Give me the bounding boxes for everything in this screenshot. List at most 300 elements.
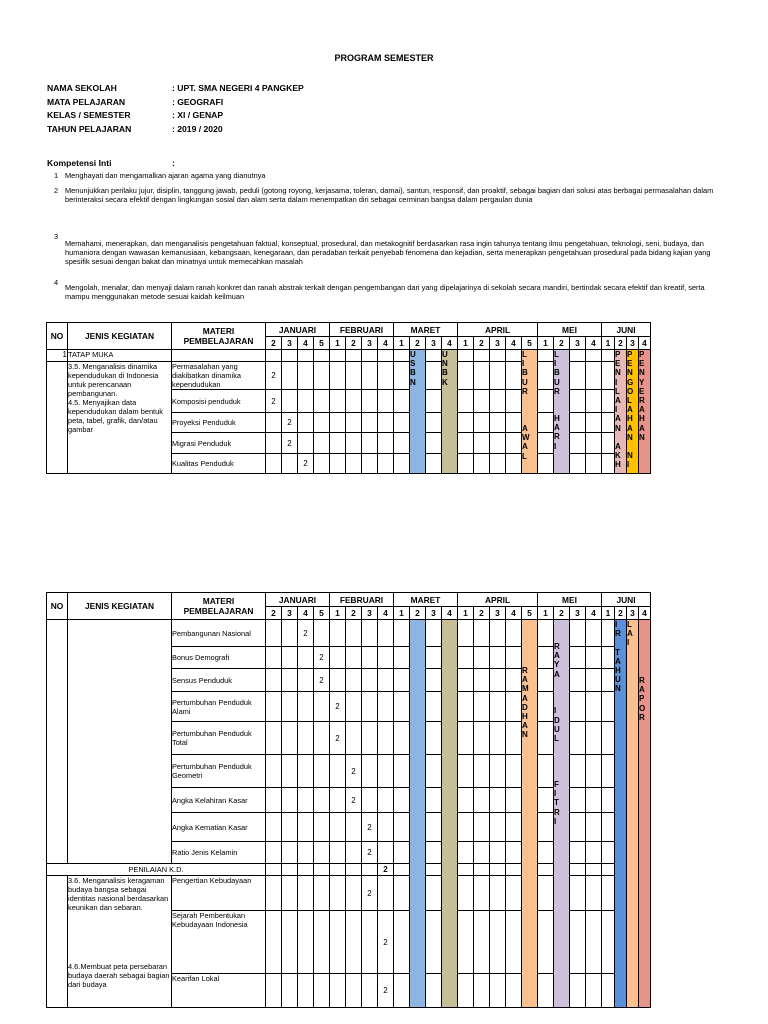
week-cell — [298, 413, 314, 433]
week-cell — [394, 911, 410, 974]
week-cell — [490, 974, 506, 1008]
col-header-jenis: JENIS KEGIATAN — [68, 323, 172, 350]
week-cell — [266, 669, 282, 692]
week-cell — [362, 864, 378, 876]
week-cell — [458, 413, 474, 433]
week-cell — [314, 390, 330, 413]
week-cell — [314, 876, 330, 911]
week-cell — [314, 692, 330, 722]
week-cell — [570, 692, 586, 722]
week-header: 5 — [522, 337, 538, 350]
week-cell — [602, 692, 615, 722]
kd-description: 3.5. Menganalisis dinamika kependudukan di Indonesia untuk perencanaan pembangunan. 4.5. Menyajikan data kependudukan dalam bentuk peta, tabel, grafik, dan/atau gambar — [68, 362, 172, 474]
month-header: APRIL — [458, 323, 538, 337]
week-cell — [362, 362, 378, 390]
week-cell — [314, 433, 330, 454]
table-row — [47, 350, 651, 362]
week-value: 2 — [362, 842, 378, 864]
week-cell — [458, 669, 474, 692]
program-table-2 — [46, 592, 651, 1008]
week-cell — [426, 350, 442, 362]
week-cell — [426, 755, 442, 788]
week-header: 1 — [538, 337, 554, 350]
week-cell — [474, 620, 490, 647]
week-cell — [266, 911, 282, 974]
week-cell — [570, 813, 586, 842]
week-cell — [426, 864, 442, 876]
week-cell — [586, 454, 602, 474]
week-cell — [394, 722, 410, 755]
week-cell — [330, 362, 346, 390]
week-cell — [474, 413, 490, 433]
week-cell — [570, 350, 586, 362]
week-cell — [378, 350, 394, 362]
week-cell — [282, 362, 298, 390]
tan-col — [442, 620, 458, 1008]
row-number — [47, 620, 68, 864]
week-cell — [586, 813, 602, 842]
week-cell — [586, 350, 602, 362]
week-header: 4 — [586, 337, 602, 350]
week-cell — [490, 788, 506, 813]
week-cell — [506, 974, 522, 1008]
week-cell — [346, 350, 362, 362]
week-cell — [426, 390, 442, 413]
week-cell — [458, 813, 474, 842]
week-cell — [362, 350, 378, 362]
week-cell — [266, 974, 282, 1008]
week-cell — [298, 974, 314, 1008]
week-cell — [602, 864, 615, 876]
table-row — [47, 620, 651, 647]
week-cell — [346, 669, 362, 692]
week-cell — [266, 647, 282, 669]
week-header: 3 — [570, 607, 586, 620]
week-cell — [266, 413, 282, 433]
week-cell — [314, 362, 330, 390]
week-header: 5 — [522, 607, 538, 620]
week-cell — [378, 413, 394, 433]
week-cell — [378, 692, 394, 722]
week-cell — [538, 362, 554, 390]
week-cell — [298, 692, 314, 722]
week-cell — [362, 911, 378, 974]
week-cell — [426, 669, 442, 692]
week-cell — [602, 350, 615, 362]
week-cell — [602, 876, 615, 911]
week-cell — [538, 864, 554, 876]
week-cell — [426, 433, 442, 454]
week-cell — [346, 454, 362, 474]
week-cell — [378, 433, 394, 454]
week-cell — [602, 722, 615, 755]
week-cell — [458, 433, 474, 454]
materi-cell: Migrasi Penduduk — [172, 433, 266, 454]
week-cell — [362, 620, 378, 647]
materi-cell: Sejarah Pembentukan Kebudayaan Indonesia — [172, 911, 266, 974]
materi-cell: Proyeksi Penduduk — [172, 413, 266, 433]
week-cell — [362, 788, 378, 813]
week-cell — [506, 813, 522, 842]
week-cell — [378, 454, 394, 474]
week-cell — [538, 722, 554, 755]
week-cell — [570, 876, 586, 911]
week-cell — [266, 350, 282, 362]
week-cell — [298, 669, 314, 692]
week-cell — [570, 788, 586, 813]
week-cell — [490, 692, 506, 722]
week-header: 3 — [627, 337, 639, 350]
materi-cell: Sensus Penduduk — [172, 669, 266, 692]
libur-awal-label — [522, 350, 538, 474]
week-cell — [346, 647, 362, 669]
week-cell — [570, 413, 586, 433]
week-cell — [474, 755, 490, 788]
week-cell — [314, 350, 330, 362]
materi-cell — [172, 350, 266, 362]
week-cell — [506, 842, 522, 864]
week-cell — [282, 669, 298, 692]
week-cell — [282, 692, 298, 722]
week-cell — [506, 911, 522, 974]
ki-item: 4 Mengolah, menalar, dan menyaji dalam ranah konkret dan ranah abstrak terkait dengan pengembangan dari yang dipelajarinya di sekolah secara mandiri, bertindak secara efektif dan kreatif, serta mampu menggunakan metode sesuai kaidah keilmuan — [53, 278, 705, 301]
week-cell — [490, 362, 506, 390]
ki-item: 1 Menghayati dan mengamalkan ajaran agama yang dianutnya — [53, 171, 266, 180]
week-cell — [474, 974, 490, 1008]
week-cell — [602, 390, 615, 413]
week-cell — [362, 647, 378, 669]
week-header: 3 — [426, 337, 442, 350]
libur-label: L I B U R — [522, 350, 528, 396]
week-cell — [346, 722, 362, 755]
materi-cell: Pertumbuhan Penduduk Total — [172, 722, 266, 755]
week-cell — [602, 842, 615, 864]
week-value: 2 — [378, 864, 394, 876]
week-cell — [458, 864, 474, 876]
week-cell — [362, 413, 378, 433]
week-cell — [362, 454, 378, 474]
week-cell — [426, 454, 442, 474]
week-cell — [586, 864, 602, 876]
week-cell — [506, 362, 522, 390]
week-cell — [298, 911, 314, 974]
week-cell — [282, 876, 298, 911]
kd-description — [68, 620, 172, 864]
week-cell — [490, 413, 506, 433]
row-number — [47, 362, 68, 474]
week-cell — [346, 813, 362, 842]
week-cell — [570, 669, 586, 692]
week-cell — [602, 620, 615, 647]
materi-cell: Permasalahan yang diakibatkan dinamika kependudukan — [172, 362, 266, 390]
week-cell — [378, 755, 394, 788]
week-cell — [426, 413, 442, 433]
week-cell — [506, 669, 522, 692]
month-header: MARET — [394, 593, 458, 607]
week-cell — [538, 350, 554, 362]
week-cell — [506, 876, 522, 911]
libur-mei-label: L I B U R — [554, 350, 560, 396]
month-header: FEBRUARI — [330, 593, 394, 607]
week-cell — [378, 647, 394, 669]
week-cell — [282, 454, 298, 474]
week-header: 3 — [362, 607, 378, 620]
week-cell — [586, 620, 602, 647]
hari-label: H A R I — [554, 414, 560, 451]
week-header: 4 — [639, 337, 651, 350]
week-cell — [426, 722, 442, 755]
week-header: 4 — [506, 607, 522, 620]
week-cell — [362, 433, 378, 454]
week-cell — [474, 842, 490, 864]
week-cell — [570, 454, 586, 474]
week-cell — [586, 722, 602, 755]
info-row-year: TAHUN PELAJARAN : 2019 / 2020 — [47, 123, 223, 134]
ki-item: 2 Menunjukkan perilaku jujur, disiplin, tanggung jawab, peduli (gotong royong, kerjasama, toleran, damai), santun, responsif, dan proaktif, sebagai bagian dari solusi atas berbagai permasalahan dalam berinteraksi secara efektif dengan lingkungan sosial dan alam serta dalam menempatkan diri sebagai cerminan bangsa dalam pergaulan dunia — [53, 186, 714, 204]
week-cell — [538, 755, 554, 788]
week-cell — [426, 692, 442, 722]
week-cell — [282, 864, 298, 876]
week-cell — [298, 433, 314, 454]
week-header: 3 — [282, 337, 298, 350]
week-cell — [490, 350, 506, 362]
week-cell — [506, 620, 522, 647]
week-cell — [506, 413, 522, 433]
week-cell — [282, 813, 298, 842]
week-cell — [474, 669, 490, 692]
week-cell — [314, 722, 330, 755]
week-cell — [426, 620, 442, 647]
week-cell — [330, 433, 346, 454]
week-cell — [538, 788, 554, 813]
info-row-school: NAMA SEKOLAH : UPT. SMA NEGERI 4 PANGKEP — [47, 83, 304, 93]
week-cell — [330, 876, 346, 911]
usbn-label: U S B N — [410, 350, 426, 474]
awal-label: A W A L — [522, 424, 530, 461]
week-header: 3 — [570, 337, 586, 350]
col-header-materi: MATERI PEMBELAJARAN — [172, 593, 266, 620]
week-cell — [314, 454, 330, 474]
lai-label: L A I — [627, 620, 639, 1008]
week-cell — [298, 813, 314, 842]
pengolahan-label: P E N G O L A H A N N I — [627, 350, 639, 474]
week-cell — [394, 813, 410, 842]
week-cell — [282, 647, 298, 669]
week-header: 1 — [394, 607, 410, 620]
week-cell — [586, 788, 602, 813]
week-cell — [538, 454, 554, 474]
row-number — [47, 876, 68, 1008]
week-cell — [538, 620, 554, 647]
week-header: 2 — [615, 337, 627, 350]
activity-label: TATAP MUKA — [68, 350, 172, 362]
week-cell — [458, 390, 474, 413]
week-cell — [298, 876, 314, 911]
week-cell — [346, 692, 362, 722]
week-cell — [586, 362, 602, 390]
week-cell — [490, 390, 506, 413]
week-cell — [346, 413, 362, 433]
week-cell — [490, 813, 506, 842]
materi-cell: Ratio Jenis Kelamin — [172, 842, 266, 864]
materi-cell: Kearifan Lokal — [172, 974, 266, 1008]
week-cell — [538, 842, 554, 864]
month-header: JANUARI — [266, 323, 330, 337]
week-cell — [346, 433, 362, 454]
week-header: 2 — [615, 607, 627, 620]
info-row-class: KELAS / SEMESTER : XI / GENAP — [47, 110, 224, 120]
materi-cell: Pengertian Kebudayaan — [172, 876, 266, 911]
penyerahan-label: P E N Y E R A H A N — [639, 350, 651, 474]
week-cell — [570, 722, 586, 755]
week-cell — [602, 433, 615, 454]
week-cell — [298, 864, 314, 876]
week-cell — [538, 974, 554, 1008]
week-cell — [394, 755, 410, 788]
week-cell — [474, 362, 490, 390]
week-cell — [602, 911, 615, 974]
week-cell — [298, 788, 314, 813]
kd-4-6: 4.6.Membuat peta persebaran budaya daerah sebagai bagian dari budaya — [68, 962, 170, 989]
week-cell — [586, 647, 602, 669]
week-cell — [266, 692, 282, 722]
week-cell — [346, 842, 362, 864]
week-cell — [538, 647, 554, 669]
month-header: MEI — [538, 323, 602, 337]
week-header: 4 — [442, 337, 458, 350]
week-cell — [506, 722, 522, 755]
week-header: 2 — [346, 607, 362, 620]
week-cell — [346, 390, 362, 413]
week-header: 4 — [298, 337, 314, 350]
week-cell — [490, 842, 506, 864]
week-cell — [378, 722, 394, 755]
week-cell — [330, 974, 346, 1008]
week-cell — [426, 362, 442, 390]
week-cell — [378, 390, 394, 413]
week-header: 4 — [586, 607, 602, 620]
week-cell — [474, 813, 490, 842]
week-cell — [330, 454, 346, 474]
materi-cell: Kualitas Penduduk — [172, 454, 266, 474]
week-cell — [602, 454, 615, 474]
week-cell — [266, 842, 282, 864]
week-cell — [458, 454, 474, 474]
week-cell — [282, 722, 298, 755]
week-cell — [298, 842, 314, 864]
page-title: PROGRAM SEMESTER — [334, 53, 434, 63]
week-cell — [490, 876, 506, 911]
week-cell — [282, 755, 298, 788]
raya-idul-fitri-label: R A Y A I D U L F I T R I — [554, 620, 570, 1008]
week-value: 2 — [330, 692, 346, 722]
week-cell — [426, 813, 442, 842]
school-info — [47, 83, 304, 137]
week-cell — [586, 911, 602, 974]
week-value: 2 — [362, 876, 378, 911]
week-cell — [570, 842, 586, 864]
week-cell — [490, 722, 506, 755]
week-cell — [506, 755, 522, 788]
week-cell — [394, 647, 410, 669]
week-cell — [506, 788, 522, 813]
week-cell — [394, 876, 410, 911]
week-cell — [282, 974, 298, 1008]
week-cell — [602, 788, 615, 813]
week-cell — [538, 390, 554, 413]
materi-cell: Angka Kematian Kasar — [172, 813, 266, 842]
month-header: MARET — [394, 323, 458, 337]
week-cell — [298, 390, 314, 413]
week-header: 1 — [394, 337, 410, 350]
penilaian-akhir-label: P E N I L A I A N A K H — [615, 350, 627, 474]
week-cell — [266, 864, 282, 876]
month-header: JUNI — [602, 593, 651, 607]
week-cell — [378, 842, 394, 864]
week-cell — [474, 911, 490, 974]
kd-description — [68, 876, 172, 1008]
week-cell — [474, 722, 490, 755]
week-header: 1 — [538, 607, 554, 620]
week-header: 2 — [346, 337, 362, 350]
week-cell — [426, 974, 442, 1008]
week-cell — [586, 842, 602, 864]
week-cell — [346, 620, 362, 647]
week-header: 1 — [458, 607, 474, 620]
week-cell — [506, 350, 522, 362]
week-cell — [586, 413, 602, 433]
week-header: 4 — [442, 607, 458, 620]
week-cell — [346, 876, 362, 911]
week-cell — [394, 350, 410, 362]
week-cell — [330, 755, 346, 788]
week-header: 1 — [458, 337, 474, 350]
penilaian-kd-label: PENILAIAN K.D. — [47, 864, 266, 876]
week-cell — [538, 876, 554, 911]
week-value: 2 — [282, 413, 298, 433]
week-cell — [314, 813, 330, 842]
week-cell — [458, 647, 474, 669]
week-cell — [266, 813, 282, 842]
week-cell — [586, 433, 602, 454]
week-cell — [394, 788, 410, 813]
week-cell — [458, 842, 474, 864]
week-cell — [330, 669, 346, 692]
week-value: 2 — [378, 974, 394, 1008]
month-header: JUNI — [602, 323, 651, 337]
week-cell — [538, 911, 554, 974]
week-cell — [602, 974, 615, 1008]
week-value: 2 — [362, 813, 378, 842]
col-header-jenis: JENIS KEGIATAN — [68, 593, 172, 620]
week-cell — [266, 433, 282, 454]
week-cell — [538, 413, 554, 433]
week-cell — [282, 911, 298, 974]
week-cell — [458, 755, 474, 788]
week-cell — [570, 620, 586, 647]
week-cell — [394, 974, 410, 1008]
week-cell — [474, 454, 490, 474]
week-cell — [314, 864, 330, 876]
week-header: 2 — [410, 607, 426, 620]
week-cell — [330, 911, 346, 974]
row-number: 1 — [47, 350, 68, 362]
program-table-1 — [46, 322, 651, 474]
week-cell — [602, 813, 615, 842]
week-cell — [602, 362, 615, 390]
month-header: JANUARI — [266, 593, 330, 607]
week-header: 3 — [362, 337, 378, 350]
